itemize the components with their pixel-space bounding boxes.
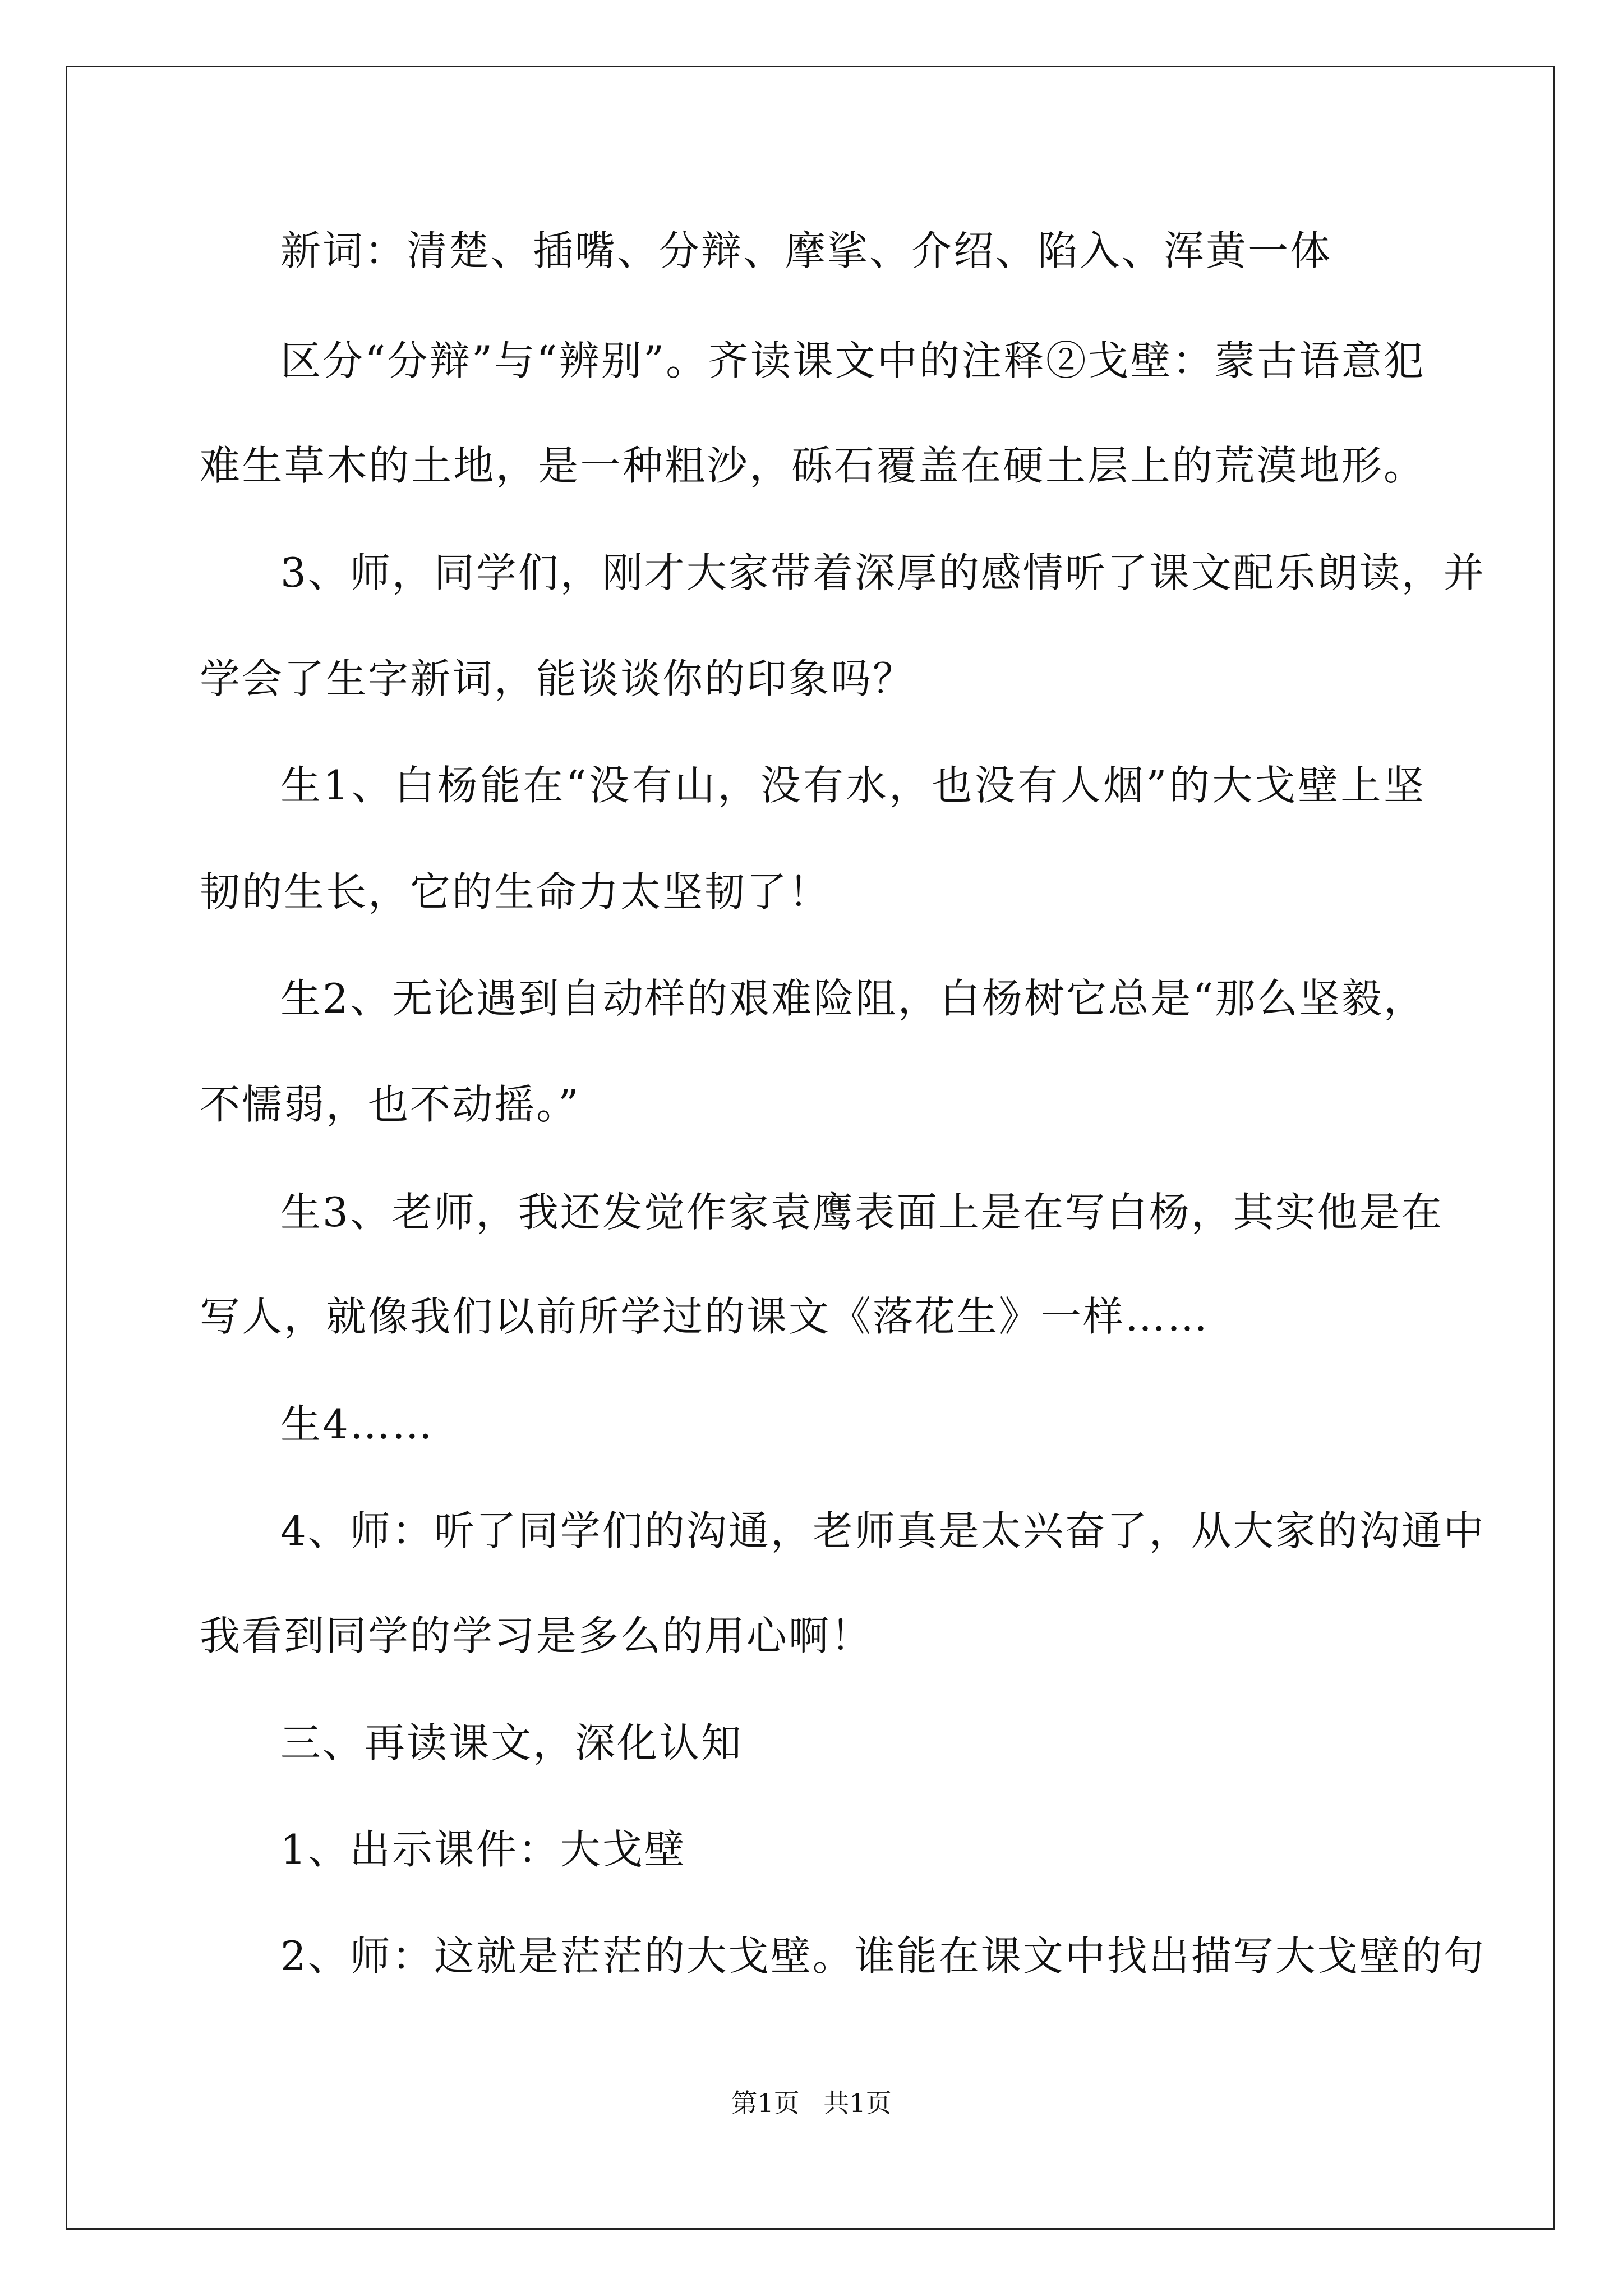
- page-footer: [0, 2090, 1623, 2116]
- paragraph-line: 韧的生长，它的生命力太坚韧了！: [200, 868, 831, 915]
- paragraph-line: 1、出示课件：大戈壁: [280, 1826, 686, 1873]
- paragraph-line: 3、师，同学们，刚才大家带着深厚的感情听了课文配乐朗读，并: [280, 549, 1486, 596]
- section-heading: 三、再读课文，深化认知: [280, 1719, 744, 1766]
- paragraph-line: 2、师：这就是茫茫的大戈壁。谁能在课文中找出描写大戈壁的句: [280, 1932, 1486, 1980]
- page-border: [66, 66, 1555, 2230]
- page-total: 共1页: [823, 2088, 892, 2118]
- paragraph-line: 生2、无论遇到自动样的艰难险阻，白杨树它总是“那么坚毅，: [280, 975, 1426, 1022]
- paragraph-line: 生4……: [280, 1401, 434, 1448]
- paragraph-line: 生1、白杨能在“没有山，没有水，也没有人烟”的大戈壁上坚: [280, 762, 1426, 809]
- paragraph-line: 生3、老师，我还发觉作家袁鹰表面上是在写白杨，其实他是在: [280, 1189, 1444, 1236]
- paragraph-line: 新词：清楚、插嘴、分辩、摩挲、介绍、陷入、浑黄一体: [280, 227, 1332, 274]
- page-number: 第1页: [731, 2088, 800, 2118]
- paragraph-line: 难生草木的土地，是一种粗沙，砾石覆盖在硬土层上的荒漠地形。: [200, 442, 1426, 489]
- paragraph-line: 4、师：听了同学们的沟通，老师真是太兴奋了，从大家的沟通中: [280, 1507, 1486, 1554]
- paragraph-line: 区分“分辩”与“辨别”。齐读课文中的注释②戈壁：蒙古语意犯: [280, 337, 1426, 384]
- paragraph-line: 写人，就像我们以前所学过的课文《落花生》一样……: [200, 1293, 1210, 1340]
- paragraph-line: 我看到同学的学习是多么的用心啊！: [200, 1612, 873, 1659]
- paragraph-line: 学会了生字新词，能谈谈你的印象吗？: [200, 655, 915, 702]
- paragraph-line: 不懦弱，也不动摇。”: [200, 1081, 580, 1128]
